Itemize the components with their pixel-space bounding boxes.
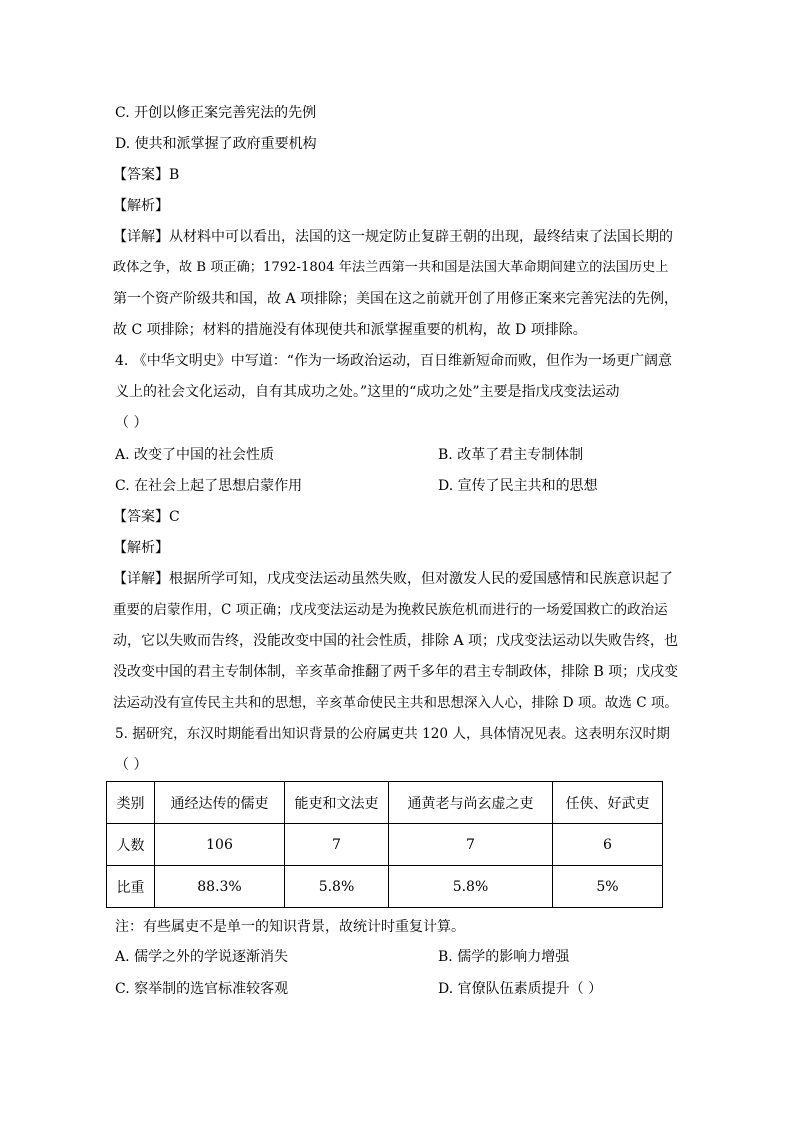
q4-stem: [115, 351, 680, 444]
q3-analysis-label: 【解析】: [113, 198, 169, 214]
q4-detail-line: 重要的启蒙作用，C 项正确；戊戌变法运动是为挽救民族危机而进行的一场爱国救亡的政治运: [113, 602, 668, 618]
table-header-cell: 类别: [107, 782, 155, 824]
q5-data-table: [106, 781, 663, 908]
q4-option-c: C. 在社会上起了思想启蒙作用: [115, 478, 303, 494]
table-cell: 7: [389, 824, 553, 866]
q3-option-d: D. 使共和派掌握了政府重要机构: [115, 136, 317, 152]
table-cell: 人数: [107, 824, 155, 866]
q4-detail-line: 动，它以失败而告终，没能改变中国的社会性质，排除 A 项；戊戌变法运动以失败告终，也: [113, 633, 679, 649]
q4-detail-line: 【详解】根据所学可知，戊戌变法运动虽然失败，但对激发人民的爱国感情和民族意识起了: [113, 571, 673, 587]
q3-detail: [113, 227, 678, 351]
q3-option-c: C. 开创以修正案完善宪法的先例: [115, 105, 317, 121]
q4-detail-line: 没改变中国的君主专制体制，辛亥革命推翻了两千多年的君主专制政体，排除 B 项；戊戌变: [113, 664, 679, 680]
q3-detail-line: 【详解】从材料中可以看出，法国的这一规定防止复辟王朝的出现，最终结束了法国长期的: [113, 229, 673, 245]
table-cell: 5%: [553, 866, 663, 908]
table-header-cell: 任侠、好武吏: [553, 782, 663, 824]
q4-stem-line: 4. 《中华文明史》中写道：“作为一场政治运动，百日维新短命而败，但作为一场更广阔意: [115, 353, 672, 369]
table-cell: 5.8%: [389, 866, 553, 908]
q5-stem-line: （ ）: [115, 757, 148, 773]
q4-answer: 【答案】C: [113, 509, 180, 525]
q3-detail-line: 故 C 项排除；材料的措施没有体现使共和派掌握重要的机构，故 D 项排除。: [113, 322, 587, 338]
q3-detail-line: 政体之争，故 B 项正确；1792-1804 年法兰西第一共和国是法国大革命期间建立的法国历史上: [113, 260, 669, 275]
table-header-cell: 通黄老与尚玄虚之吏: [389, 782, 553, 824]
table-cell: 106: [155, 824, 285, 866]
q4-option-a: A. 改变了中国的社会性质: [115, 447, 275, 463]
table-cell: 比重: [107, 866, 155, 908]
table-header-cell: 能吏和文法吏: [285, 782, 389, 824]
q5-stem: [115, 724, 680, 786]
q4-stem-line: （ ）: [115, 415, 148, 431]
table-row: [107, 824, 663, 866]
q5-option-d: D. 官僚队伍素质提升（ ）: [438, 981, 603, 997]
q5-option-a: A. 儒学之外的学说逐渐消失: [115, 949, 289, 965]
q4-option-b: B. 改革了君主专制体制: [438, 447, 584, 463]
q4-analysis-label: 【解析】: [113, 540, 169, 556]
table-cell: 6: [553, 824, 663, 866]
table-header-cell: 通经达传的儒吏: [155, 782, 285, 824]
q5-stem-line: 5. 据研究，东汉时期能看出知识背景的公府属吏共 120 人，具体情况见表。这表明东汉时期: [115, 726, 670, 742]
q4-stem-line: 义上的社会文化运动，自有其成功之处。”这里的“成功之处”主要是指戊戌变法运动: [115, 384, 620, 400]
q5-option-c: C. 察举制的选官标准较客观: [115, 981, 289, 997]
table-cell: 88.3%: [155, 866, 285, 908]
q5-note: 注：有些属吏不是单一的知识背景，故统计时重复计算。: [115, 919, 465, 935]
q5-option-b: B. 儒学的影响力增强: [438, 949, 570, 965]
table-header-row: [107, 782, 663, 824]
q3-detail-line: 第一个资产阶级共和国，故 A 项排除；美国在这之前就开创了用修正案来完善宪法的先例，: [113, 291, 679, 307]
table-cell: 7: [285, 824, 389, 866]
q4-option-d: D. 宣传了民主共和的思想: [438, 478, 598, 494]
q4-detail-line: 法运动没有宣传民主共和的思想，辛亥革命使民主共和思想深入人心，排除 D 项。故选 C 项。: [113, 695, 678, 711]
table-row: [107, 866, 663, 908]
q4-detail: [113, 569, 678, 724]
q3-answer: 【答案】B: [113, 167, 180, 183]
table-cell: 5.8%: [285, 866, 389, 908]
